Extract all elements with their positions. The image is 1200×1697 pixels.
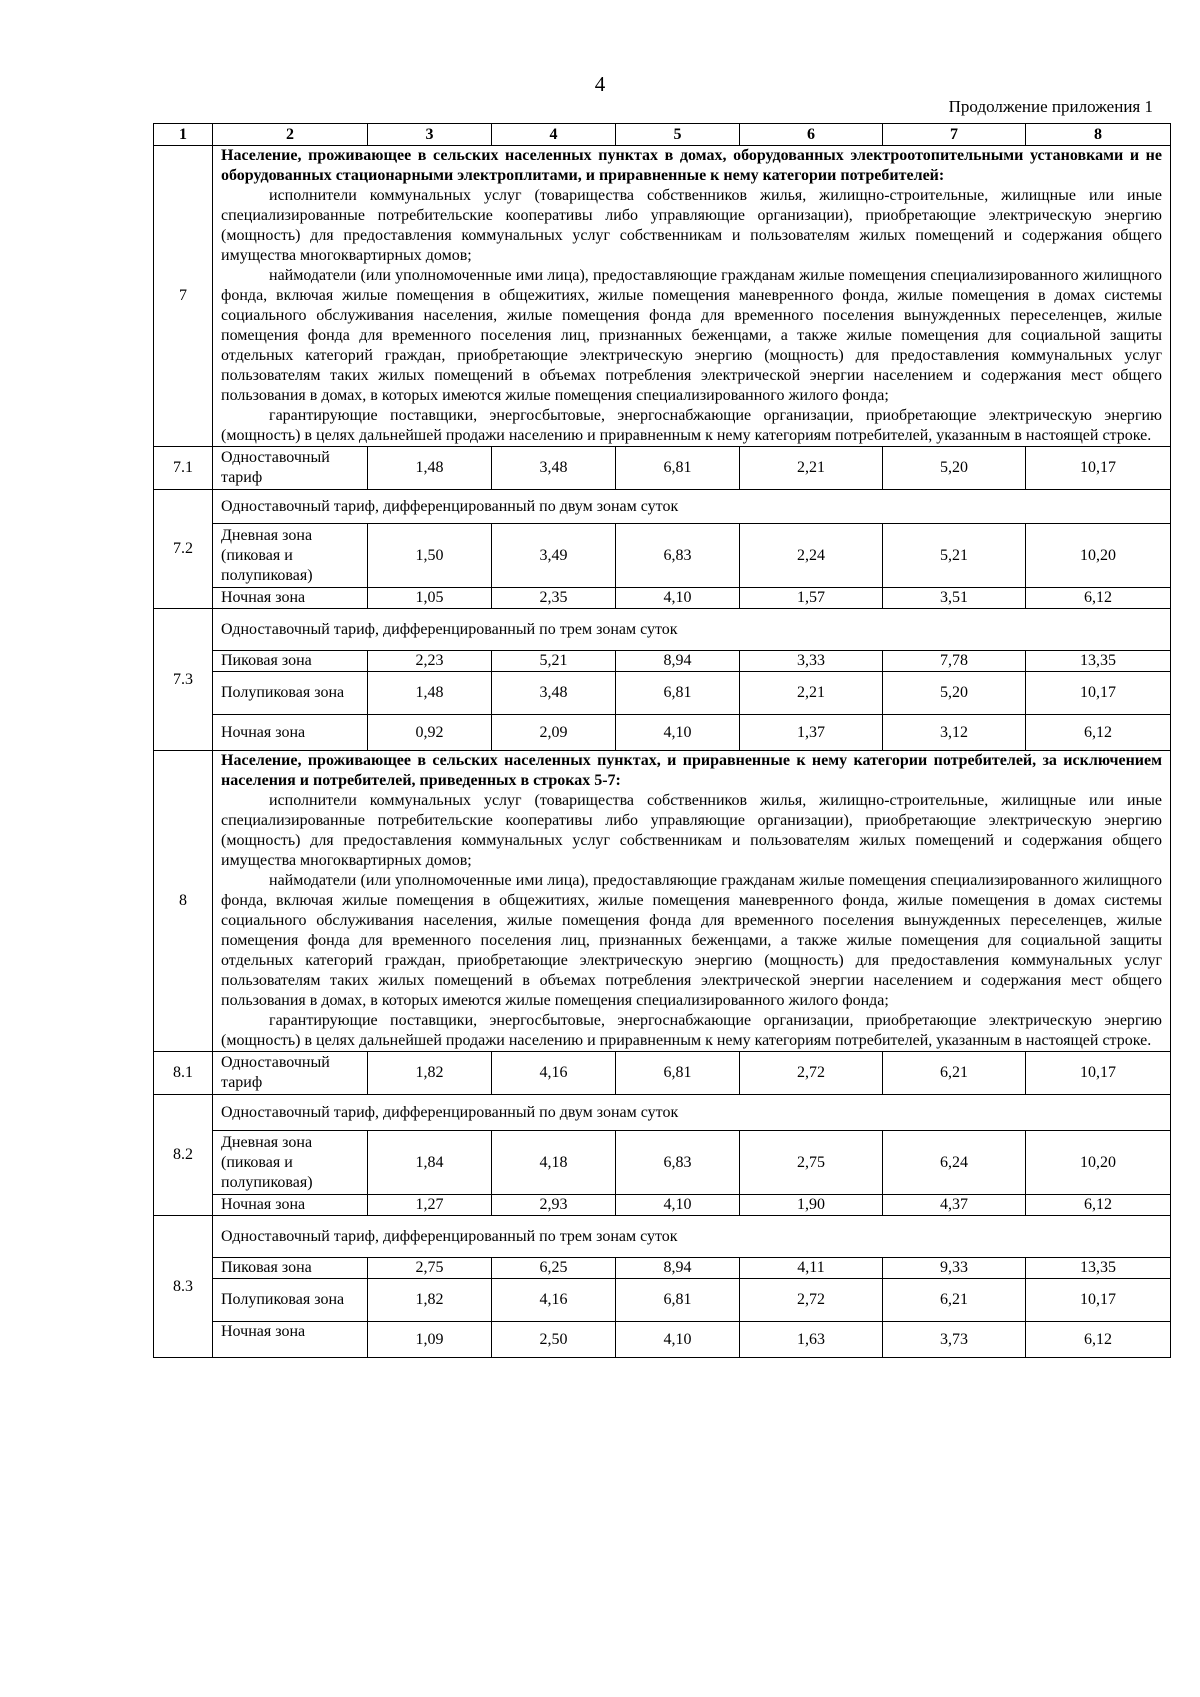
value-cell: 2,24 [740,524,883,588]
category-paragraph: наймодатели (или уполномоченные ими лица), предоставляющие гражданам жилые помещения специализированного жилищного фонда, включая жилые помещения в общежитиях, жилые помещения маневренного фонда, жилые помещения в домах системы социального обслуживания населения, жилые помещения фонда для временного поселения вынужденных переселенцев, жилые помещения фонда для временного поселения лиц, признанных беженцами, а также жилые помещения для социальной защиты отдельных категорий граждан, приобретающие электрическую энергию (мощность) для предоставления коммунальных услуг пользователям таких жилых помещений в объемах потребления электрической энергии населением и содержания мест общего пользования в домах, в которых имеются жилые помещения специализированного жилого фонда; [221,267,1162,404]
column-header: 1 [154,124,213,146]
value-cell: 1,05 [368,588,492,609]
row-number: 7 [154,146,213,447]
row-number: 7.1 [154,447,213,490]
value-cell: 3,48 [492,447,616,490]
value-cell: 2,23 [368,651,492,672]
value-cell: 4,11 [740,1258,883,1279]
value-cell: 6,81 [616,447,740,490]
value-cell: 10,17 [1026,1279,1171,1322]
row-number: 7.3 [154,609,213,751]
table-row [154,1322,1171,1358]
tariff-subheader: Одноставочный тариф, дифференцированный по трем зонам суток [213,1216,1171,1258]
value-cell: 10,20 [1026,524,1171,588]
page-number: 4 [594,72,606,96]
value-cell: 6,83 [616,524,740,588]
value-cell: 6,12 [1026,1195,1171,1216]
value-cell: 1,84 [368,1131,492,1195]
value-cell: 2,09 [492,715,616,751]
value-cell: 4,16 [492,1279,616,1322]
value-cell: 3,49 [492,524,616,588]
table-row [154,715,1171,751]
value-cell: 1,90 [740,1195,883,1216]
column-header-row [154,124,1171,146]
value-cell: 10,17 [1026,1052,1171,1095]
value-cell: 1,48 [368,672,492,715]
category-description [213,751,1171,1052]
table-row [154,588,1171,609]
zone-label: Ночная зона [213,1195,368,1216]
row-number: 8.3 [154,1216,213,1358]
category-heading: Население, проживающее в сельских населенных пунктах, и приравненные к нему категории потребителей, за исключением населения и потребителей, приведенных в строках 5-7: [221,752,1162,789]
category-description [213,146,1171,447]
table-row [154,524,1171,588]
value-cell: 2,72 [740,1052,883,1095]
value-cell: 6,81 [616,1052,740,1095]
value-cell: 0,92 [368,715,492,751]
value-cell: 2,21 [740,672,883,715]
value-cell: 6,25 [492,1258,616,1279]
tariff-label: Одноставочный тариф [213,447,368,490]
value-cell: 8,94 [616,1258,740,1279]
value-cell: 6,83 [616,1131,740,1195]
value-cell: 6,12 [1026,588,1171,609]
value-cell: 2,75 [740,1131,883,1195]
zone-label: Дневная зона (пиковая и полупиковая) [213,1131,368,1195]
tariff-label: Одноставочный тариф [213,1052,368,1095]
value-cell: 9,33 [883,1258,1026,1279]
column-header: 7 [883,124,1026,146]
value-cell: 3,48 [492,672,616,715]
value-cell: 2,21 [740,447,883,490]
value-cell: 1,09 [368,1322,492,1358]
tariff-subheader: Одноставочный тариф, дифференцированный по трем зонам суток [213,609,1171,651]
value-cell: 1,37 [740,715,883,751]
appendix-caption: Продолжение приложения 1 [948,97,1153,116]
value-cell: 3,51 [883,588,1026,609]
table-row [154,609,1171,651]
value-cell: 1,50 [368,524,492,588]
value-cell: 10,20 [1026,1131,1171,1195]
value-cell: 6,21 [883,1279,1026,1322]
category-paragraph: гарантирующие поставщики, энергосбытовые, энергоснабжающие организации, приобретающие электрическую энергию (мощность) в целях дальнейшей продажи населению и приравненным к нему категориям потребителей, указанным в настоящей строке. [221,1012,1162,1049]
tariff-subheader: Одноставочный тариф, дифференцированный по двум зонам суток [213,1095,1171,1131]
value-cell: 1,48 [368,447,492,490]
value-cell: 4,18 [492,1131,616,1195]
zone-label: Полупиковая зона [213,672,368,715]
table-row [154,1279,1171,1322]
value-cell: 2,93 [492,1195,616,1216]
table-row [154,490,1171,524]
value-cell: 13,35 [1026,1258,1171,1279]
table-row [154,447,1171,490]
column-header: 5 [616,124,740,146]
value-cell: 3,33 [740,651,883,672]
zone-label: Пиковая зона [213,1258,368,1279]
value-cell: 2,35 [492,588,616,609]
table-row [154,1216,1171,1258]
zone-label: Дневная зона (пиковая и полупиковая) [213,524,368,588]
column-header: 6 [740,124,883,146]
category-paragraph: гарантирующие поставщики, энергосбытовые, энергоснабжающие организации, приобретающие электрическую энергию (мощность) в целях дальнейшей продажи населению и приравненным к нему категориям потребителей, указанным в настоящей строке. [221,407,1162,444]
zone-label: Полупиковая зона [213,1279,368,1322]
row-number: 7.2 [154,490,213,609]
value-cell: 5,20 [883,672,1026,715]
value-cell: 6,21 [883,1052,1026,1095]
table-row [154,751,1171,1052]
value-cell: 1,63 [740,1322,883,1358]
value-cell: 4,10 [616,1322,740,1358]
table-row [154,651,1171,672]
column-header: 4 [492,124,616,146]
value-cell: 6,24 [883,1131,1026,1195]
value-cell: 3,73 [883,1322,1026,1358]
value-cell: 5,21 [492,651,616,672]
zone-label: Ночная зона [213,715,368,751]
value-cell: 1,57 [740,588,883,609]
tariff-table [153,123,1171,1358]
value-cell: 1,27 [368,1195,492,1216]
value-cell: 8,94 [616,651,740,672]
table-row [154,672,1171,715]
value-cell: 4,16 [492,1052,616,1095]
table-row [154,1258,1171,1279]
value-cell: 5,21 [883,524,1026,588]
table-row [154,1052,1171,1095]
value-cell: 6,12 [1026,1322,1171,1358]
row-number: 8.1 [154,1052,213,1095]
value-cell: 6,12 [1026,715,1171,751]
zone-label: Пиковая зона [213,651,368,672]
table-row [154,146,1171,447]
value-cell: 4,10 [616,715,740,751]
zone-label: Ночная зона [213,588,368,609]
column-header: 3 [368,124,492,146]
category-paragraph: наймодатели (или уполномоченные ими лица), предоставляющие гражданам жилые помещения специализированного жилищного фонда, включая жилые помещения в общежитиях, жилые помещения маневренного фонда, жилые помещения в домах системы социального обслуживания населения, жилые помещения фонда для временного поселения вынужденных переселенцев, жилые помещения фонда для временного поселения лиц, признанных беженцами, а также жилые помещения для социальной защиты отдельных категорий граждан, приобретающие электрическую энергию (мощность) для предоставления коммунальных услуг пользователям таких жилых помещений в объемах потребления электрической энергии населением и содержания мест общего пользования в домах, в которых имеются жилые помещения специализированного жилого фонда; [221,872,1162,1009]
zone-label: Ночная зона [213,1322,368,1358]
table-row [154,1195,1171,1216]
row-number: 8.2 [154,1095,213,1216]
column-header: 8 [1026,124,1171,146]
value-cell: 4,10 [616,588,740,609]
tariff-subheader: Одноставочный тариф, дифференцированный по двум зонам суток [213,490,1171,524]
value-cell: 10,17 [1026,447,1171,490]
table-row [154,1131,1171,1195]
category-paragraph: исполнители коммунальных услуг (товарищества собственников жилья, жилищно-строительные, жилищные или иные специализированные потребительские кооперативы либо управляющие организации), приобретающие электрическую энергию (мощность) для предоставления коммунальных услуг собственникам и пользователям жилых помещений и содержания общего имущества многоквартирных домов; [221,187,1162,264]
category-paragraph: исполнители коммунальных услуг (товарищества собственников жилья, жилищно-строительные, жилищные или иные специализированные потребительские кооперативы либо управляющие организации), приобретающие электрическую энергию (мощность) для предоставления коммунальных услуг собственникам и пользователям жилых помещений и содержания общего имущества многоквартирных домов; [221,792,1162,869]
value-cell: 1,82 [368,1052,492,1095]
value-cell: 2,72 [740,1279,883,1322]
value-cell: 6,81 [616,672,740,715]
category-heading: Население, проживающее в сельских населенных пунктах в домах, оборудованных электроотопительными установками и не оборудованных стационарными электроплитами, и приравненные к нему категории потребителей: [221,147,1162,184]
value-cell: 7,78 [883,651,1026,672]
row-number: 8 [154,751,213,1052]
value-cell: 4,10 [616,1195,740,1216]
value-cell: 2,50 [492,1322,616,1358]
value-cell: 5,20 [883,447,1026,490]
value-cell: 10,17 [1026,672,1171,715]
value-cell: 3,12 [883,715,1026,751]
table-row [154,1095,1171,1131]
value-cell: 4,37 [883,1195,1026,1216]
value-cell: 1,82 [368,1279,492,1322]
column-header: 2 [213,124,368,146]
value-cell: 13,35 [1026,651,1171,672]
value-cell: 6,81 [616,1279,740,1322]
value-cell: 2,75 [368,1258,492,1279]
